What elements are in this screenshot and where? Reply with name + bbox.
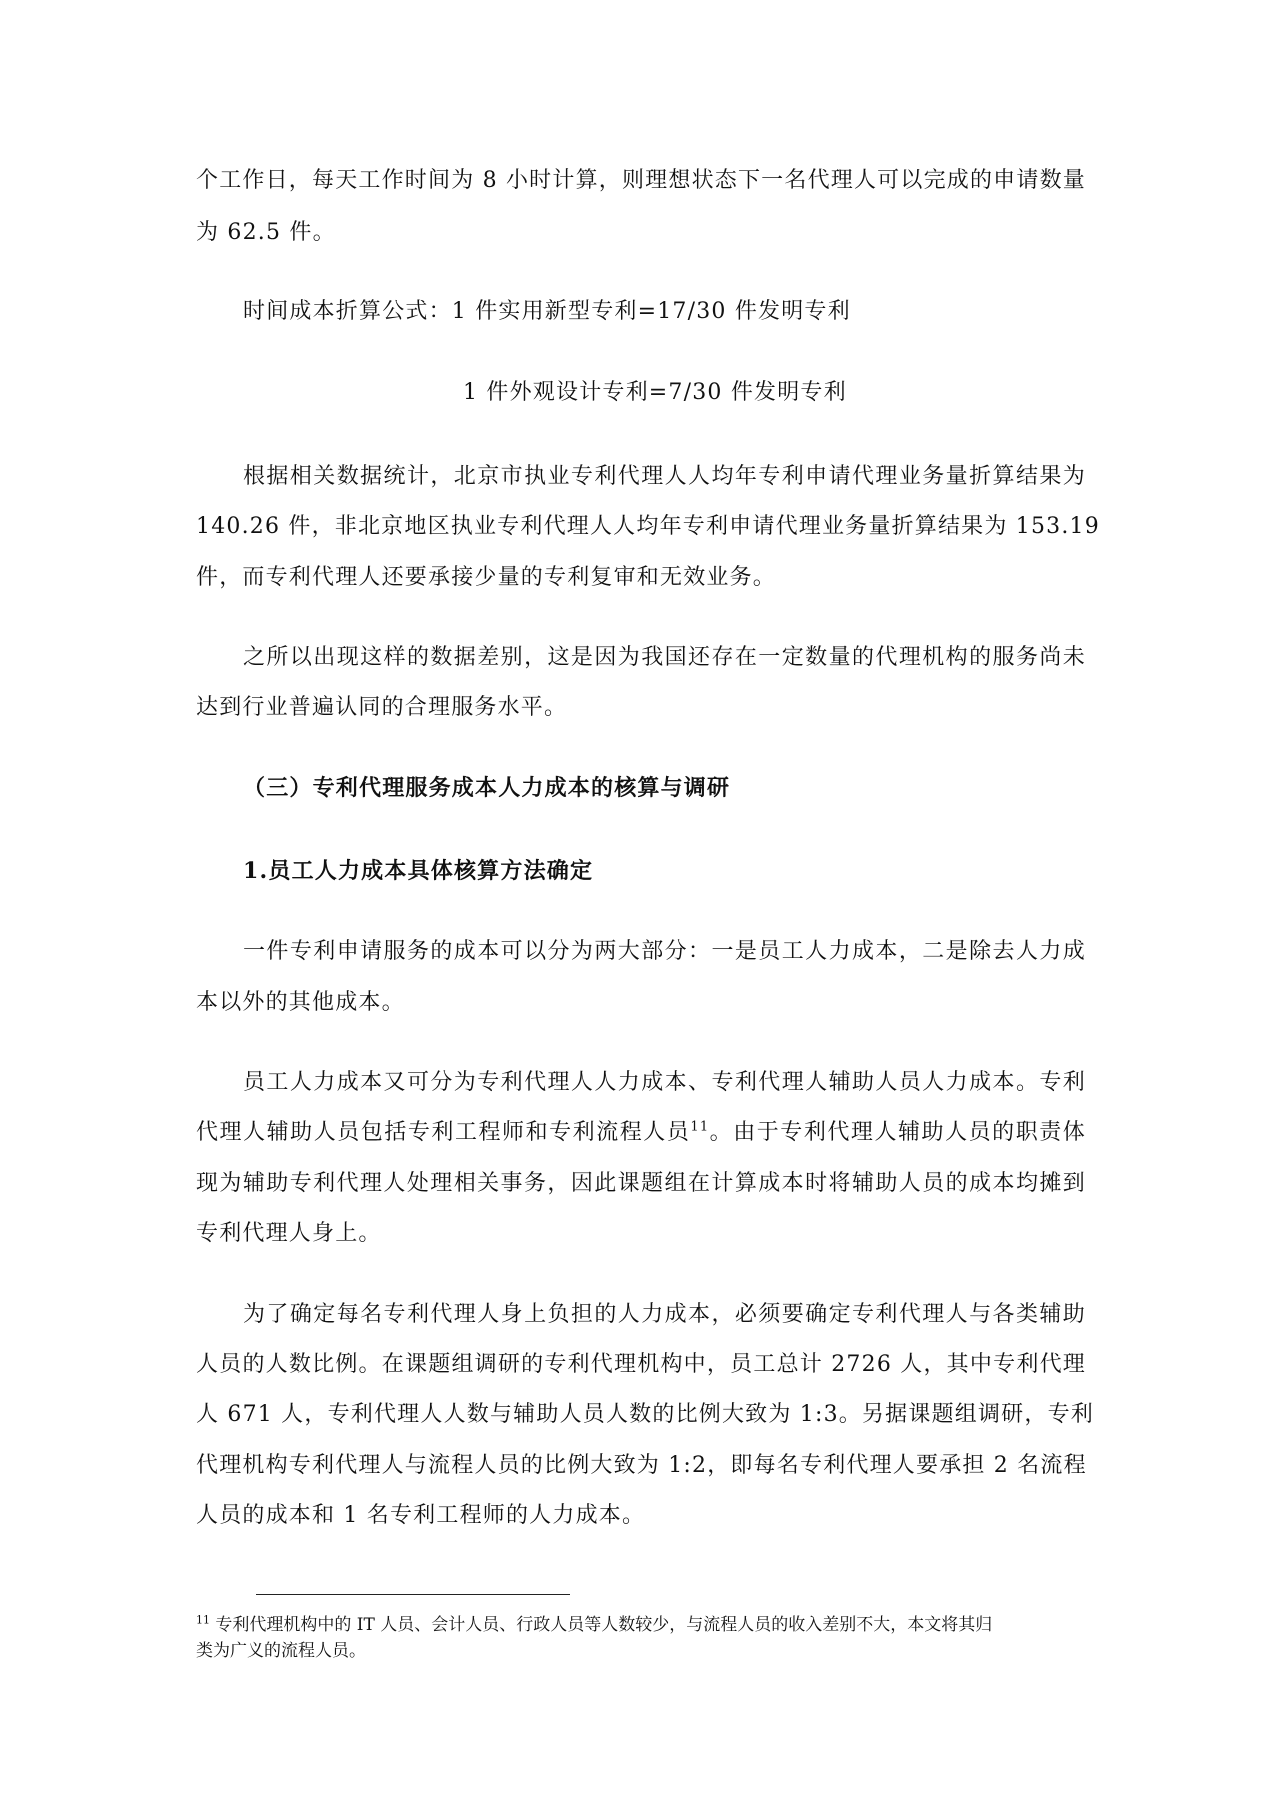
footnote-text: 专利代理机构中的 IT 人员、会计人员、行政人员等人数较少，与流程人员的收入差别不大，本文将其归 (215, 1615, 993, 1635)
subsection-heading: 1.员工人力成本具体核算方法确定 (243, 858, 594, 884)
paragraph-line: 人 671 人，专利代理人人数与辅助人员人数的比例大致为 1:3。另据课题组调研，专利 (196, 1402, 1094, 1427)
footnote-line (196, 1612, 1086, 1638)
footnote-divider (256, 1594, 570, 1595)
paragraph-line: 人员的人数比例。在课题组调研的专利代理机构中，员工总计 2726 人，其中专利代理 (196, 1352, 1086, 1377)
paragraph-line: 之所以出现这样的数据差别，这是因为我国还存在一定数量的代理机构的服务尚未 (243, 645, 1086, 670)
paragraph-line: 140.26 件，非北京地区执业专利代理人人均年专利申请代理业务量折算结果为 153.19 (196, 514, 1100, 539)
formula-line: 时间成本折算公式：1 件实用新型专利=17/30 件发明专利 (243, 299, 851, 324)
paragraph-text: 代理人辅助人员包括专利工程师和专利流程人员 (196, 1120, 691, 1145)
paragraph-line: 代理机构专利代理人与流程人员的比例大致为 1:2，即每名专利代理人要承担 2 名流程 (196, 1453, 1087, 1478)
formula-line: 1 件外观设计专利=7/30 件发明专利 (463, 380, 847, 405)
paragraph-line: 根据相关数据统计，北京市执业专利代理人人均年专利申请代理业务量折算结果为 (243, 464, 1086, 489)
paragraph-line: 件，而专利代理人还要承接少量的专利复审和无效业务。 (196, 565, 777, 590)
footnote-mark: 11 (196, 1613, 210, 1627)
footnote-line: 类为广义的流程人员。 (196, 1641, 366, 1661)
paragraph-line: 一件专利申请服务的成本可以分为两大部分：一是员工人力成本，二是除去人力成 (243, 939, 1086, 964)
paragraph-line: 人员的成本和 1 名专利工程师的人力成本。 (196, 1503, 646, 1528)
section-heading: （三）专利代理服务成本人力成本的核算与调研 (243, 775, 731, 801)
paragraph-line: 员工人力成本又可分为专利代理人人力成本、专利代理人辅助人员人力成本。专利 (243, 1070, 1086, 1095)
footnote-reference[interactable]: 11 (690, 1119, 710, 1135)
paragraph-line: 达到行业普遍认同的合理服务水平。 (196, 695, 568, 720)
paragraph-line: 个工作日，每天工作时间为 8 小时计算，则理想状态下一名代理人可以完成的申请数量 (196, 168, 1086, 193)
paragraph-text: 。由于专利代理人辅助人员的职责体 (709, 1120, 1087, 1145)
paragraph-line: 现为辅助专利代理人处理相关事务，因此课题组在计算成本时将辅助人员的成本均摊到 (196, 1171, 1086, 1196)
paragraph-line (196, 1118, 1086, 1148)
paragraph-line: 为了确定每名专利代理人身上负担的人力成本，必须要确定专利代理人与各类辅助 (243, 1302, 1086, 1327)
paragraph-line: 本以外的其他成本。 (196, 990, 405, 1015)
paragraph-line: 为 62.5 件。 (196, 220, 336, 245)
paragraph-line: 专利代理人身上。 (196, 1221, 382, 1246)
